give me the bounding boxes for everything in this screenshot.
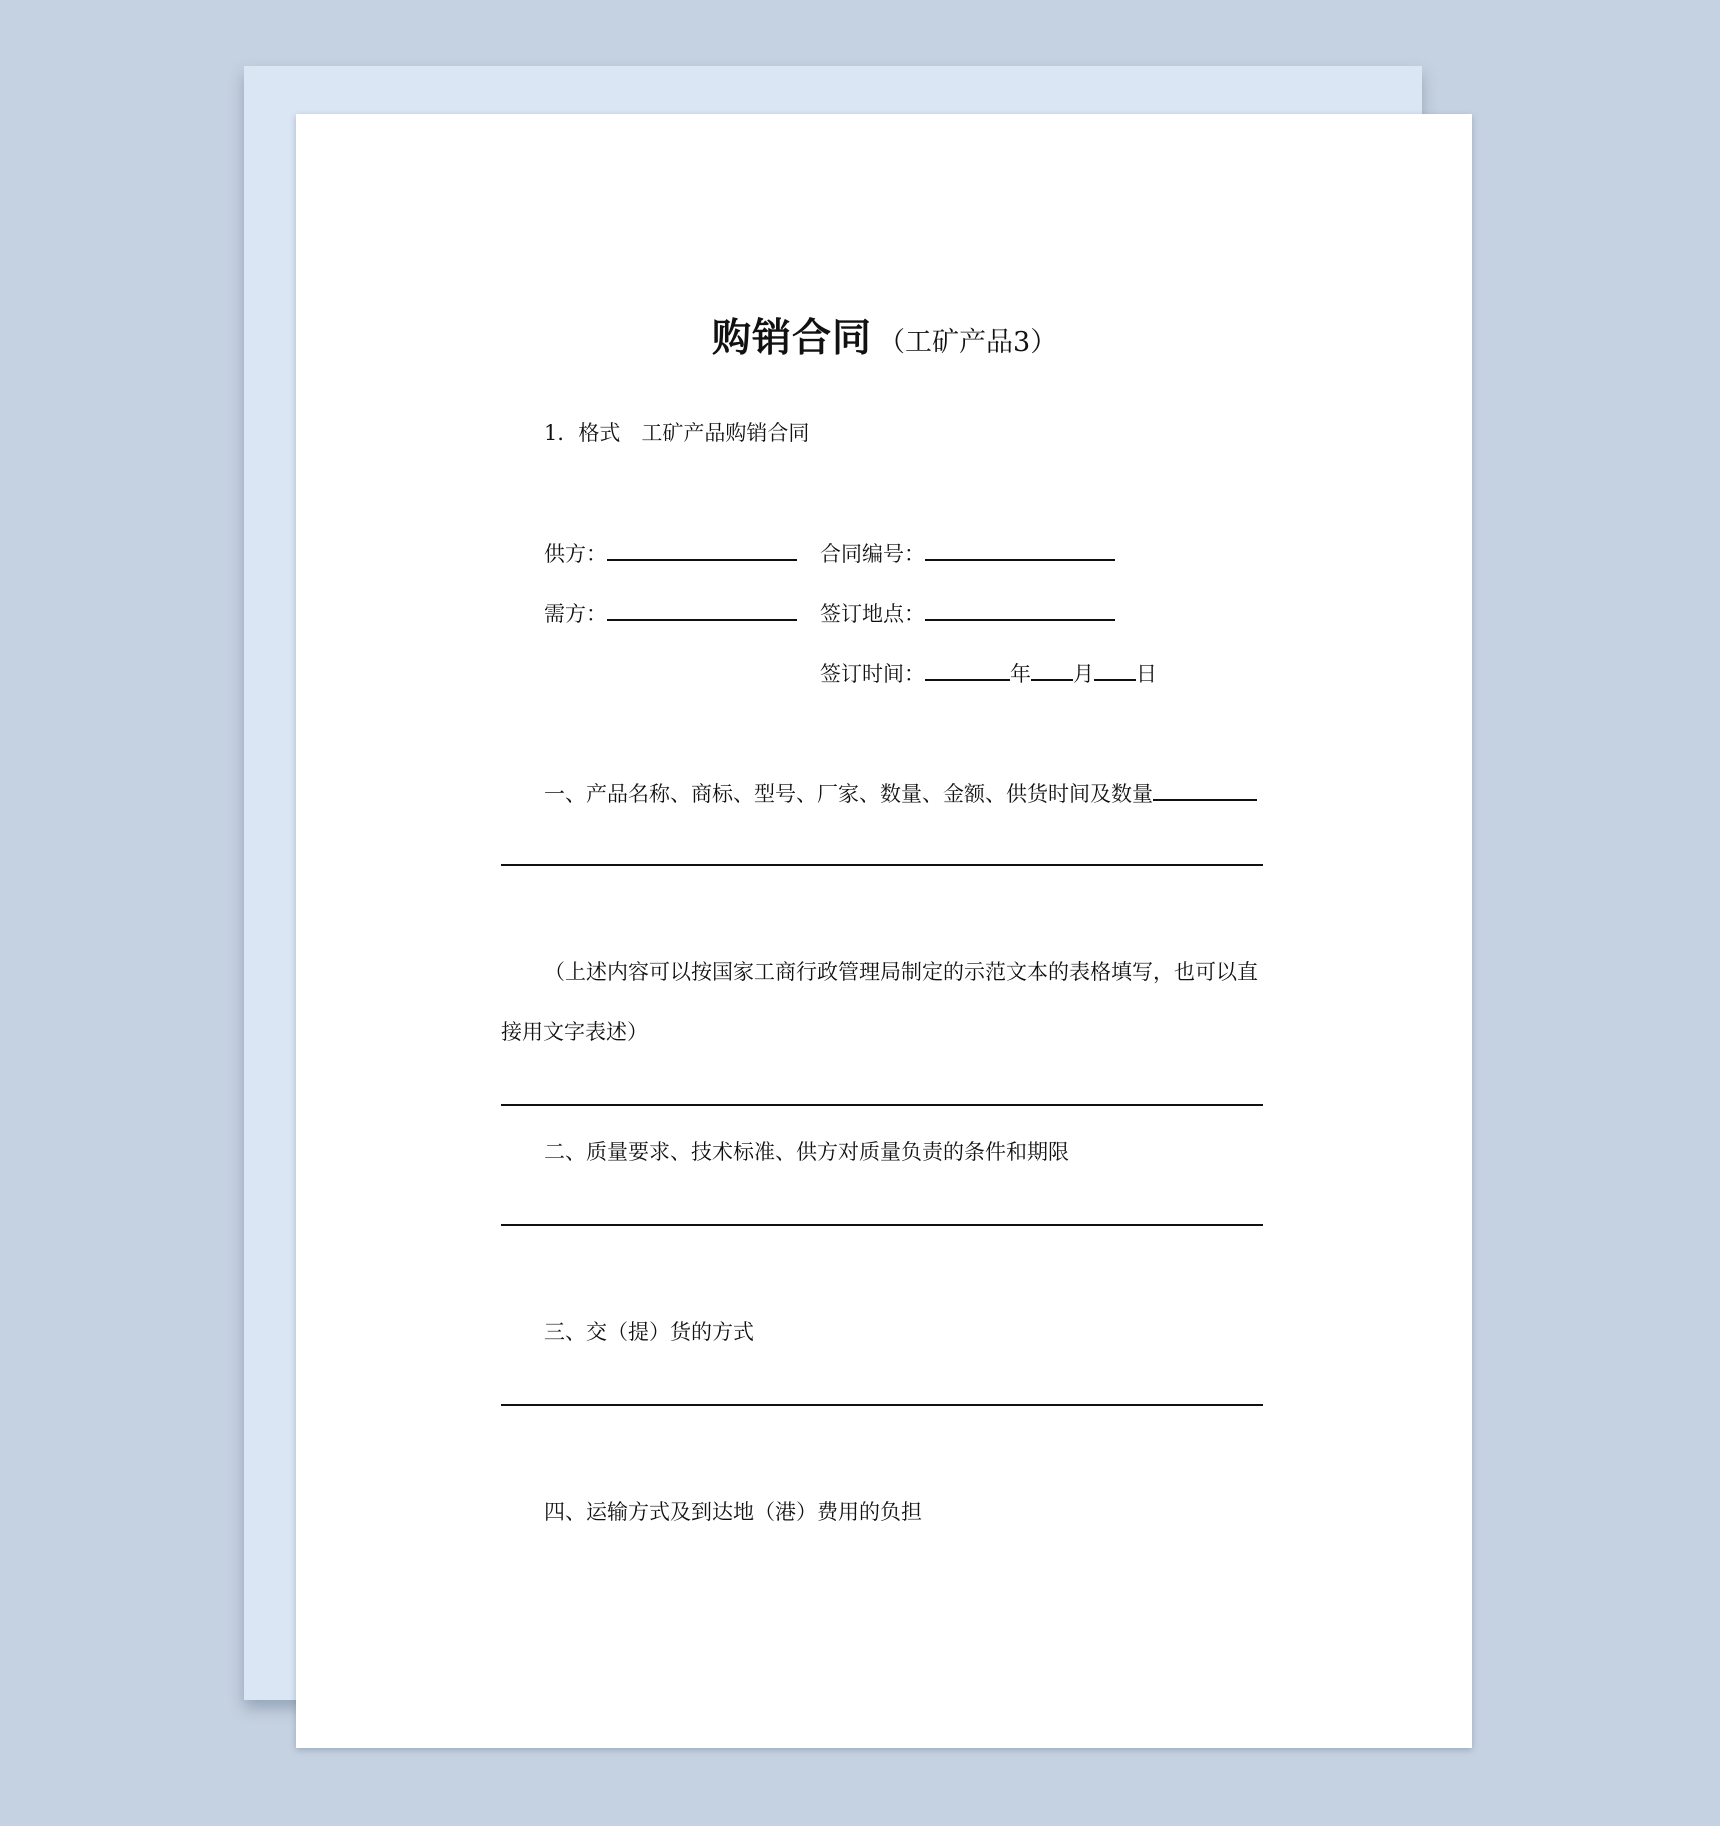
section-3-heading: 三、交（提）货的方式 <box>544 1320 754 1344</box>
note-line-1: （上述内容可以按国家工商行政管理局制定的示范文本的表格填写，也可以直 <box>544 960 1258 984</box>
section-2-rule <box>501 1224 1263 1226</box>
supplier-blank <box>607 537 797 561</box>
section-1-blank <box>1153 777 1257 801</box>
section-1-text: 一、产品名称、商标、型号、厂家、数量、金额、供货时间及数量 <box>544 782 1153 806</box>
format-line: 1．格式 工矿产品购销合同 <box>544 421 810 445</box>
sign-time-label: 签订时间： <box>820 662 925 686</box>
section-2-heading: 二、质量要求、技术标准、供方对质量负责的条件和期限 <box>544 1140 1069 1164</box>
sign-place-blank <box>925 597 1115 621</box>
year-label: 年 <box>1010 662 1031 686</box>
contract-no-label: 合同编号： <box>820 542 925 566</box>
document-page <box>296 114 1472 1748</box>
section-3-rule <box>501 1404 1263 1406</box>
buyer-blank <box>607 597 797 621</box>
year-blank <box>925 657 1010 681</box>
note-rule <box>501 1104 1263 1106</box>
supplier-label: 供方： <box>544 542 607 566</box>
section-1-heading <box>544 777 1257 809</box>
day-blank <box>1094 657 1136 681</box>
sign-time-field <box>820 657 1157 689</box>
document-title <box>712 307 1057 363</box>
month-label: 月 <box>1073 662 1094 686</box>
month-blank <box>1031 657 1073 681</box>
title-main: 购销合同 <box>712 316 873 361</box>
section-4-heading: 四、运输方式及到达地（港）费用的负担 <box>544 1500 922 1524</box>
buyer-label: 需方： <box>544 602 607 626</box>
note-line-2: 接用文字表述） <box>501 1020 648 1044</box>
section-1-rule <box>501 864 1263 866</box>
contract-no-blank <box>925 537 1115 561</box>
buyer-field <box>544 597 797 629</box>
title-subtitle: （工矿产品3） <box>878 327 1058 358</box>
day-label: 日 <box>1136 662 1157 686</box>
supplier-field <box>544 537 797 569</box>
contract-no-field <box>820 537 1115 569</box>
sign-place-label: 签订地点： <box>820 602 925 626</box>
sign-place-field <box>820 597 1115 629</box>
